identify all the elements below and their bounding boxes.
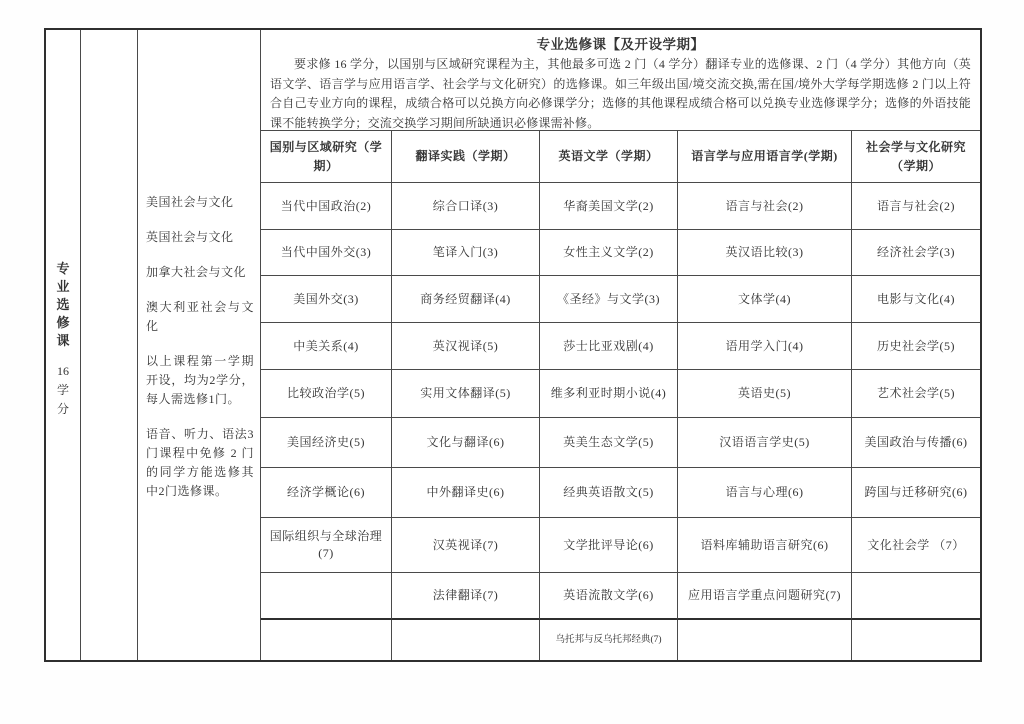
- course-cell: 比较政治学(5): [261, 370, 392, 418]
- main-area: [261, 30, 980, 660]
- column-header-cell: 社会学与文化研究（学期）: [852, 131, 980, 183]
- course-cell: 英美生态文学(5): [540, 418, 678, 468]
- course-cell: 电影与文化(4): [852, 276, 980, 323]
- course-cell: 英语流散文学(6): [540, 573, 678, 620]
- course-cell: 莎士比亚戏剧(4): [540, 323, 678, 370]
- course-cell: 女性主义文学(2): [540, 230, 678, 276]
- course-cell: 《圣经》与文学(3): [540, 276, 678, 323]
- category-char: 专: [56, 261, 70, 276]
- course-cell: 中外翻译史(6): [392, 468, 540, 518]
- course-cell: 英汉语比较(3): [678, 230, 852, 276]
- category-column: [46, 30, 81, 660]
- course-cell: 历史社会学(5): [852, 323, 980, 370]
- empty-cell: [852, 573, 980, 620]
- credits-label: [57, 362, 69, 419]
- requirements-text: 要求修 16 学分，以国别与区域研究课程为主，其他最多可选 2 门（4 学分）翻译专业的选修课、2 门（4 学分）其他方向（英语文学、语言学与应用语言学、社会学与文化研究）的选修课。如三年级出国/境交流交换,需在国/境外大学每学期选修 2 门以上符合自己专业方向的课程，成绩合格可以兑换方向必修课学分；选修的其他课程成绩合格可以兑换专业选修课学分；选修的外语技能课不能转换学分；交流交换学习期间所缺通识必修课需补修。: [270, 57, 971, 130]
- category-label-vertical: [56, 260, 69, 350]
- note-paragraph: 美国社会与文化: [146, 195, 234, 209]
- category-char: 修: [56, 315, 70, 330]
- course-cell: 实用文体翻译(5): [392, 370, 540, 418]
- empty-cell: [261, 573, 392, 620]
- course-cell: 文体学(4): [678, 276, 852, 323]
- note-paragraph: 澳大利亚社会与文化: [146, 300, 254, 333]
- empty-cell: [852, 620, 980, 660]
- course-cell: 经济社会学(3): [852, 230, 980, 276]
- course-cell: 汉英视译(7): [392, 518, 540, 573]
- course-cell: 笔译入门(3): [392, 230, 540, 276]
- intro-block: [261, 30, 980, 131]
- course-cell: 美国政治与传播(6): [852, 418, 980, 468]
- empty-cell: [392, 620, 540, 660]
- course-cell: 商务经贸翻译(4): [392, 276, 540, 323]
- course-cell: 跨国与迁移研究(6): [852, 468, 980, 518]
- note-paragraph: 以上课程第一学期开设，均为2学分，每人需选修1门。: [146, 354, 254, 406]
- empty-cell: [261, 620, 392, 660]
- course-grid: [261, 131, 980, 660]
- course-cell: 维多利亚时期小说(4): [540, 370, 678, 418]
- credits-char: 学: [56, 383, 69, 397]
- course-cell: 语言与心理(6): [678, 468, 852, 518]
- course-cell: 美国经济史(5): [261, 418, 392, 468]
- notes-column: [138, 30, 261, 660]
- spacer-column: [81, 30, 138, 660]
- course-cell: 语言与社会(2): [678, 183, 852, 230]
- course-cell: 法律翻译(7): [392, 573, 540, 620]
- column-header-cell: 翻译实践（学期）: [392, 131, 540, 183]
- course-cell: 汉语语言学史(5): [678, 418, 852, 468]
- note-paragraph: 语音、听力、语法3门课程中免修 2 门的同学方能选修其中2门选修课。: [146, 427, 254, 498]
- course-cell: 英汉视译(5): [392, 323, 540, 370]
- course-cell: 中美关系(4): [261, 323, 392, 370]
- course-cell: 乌托邦与反乌托邦经典(7): [540, 620, 678, 660]
- course-cell: 英语史(5): [678, 370, 852, 418]
- course-cell: 文化社会学 （7）: [852, 518, 980, 573]
- course-cell: 文学批评导论(6): [540, 518, 678, 573]
- note-paragraph: 英国社会与文化: [146, 230, 234, 244]
- course-cell: 经典英语散文(5): [540, 468, 678, 518]
- column-header-cell: 语言学与应用语言学(学期): [678, 131, 852, 183]
- course-cell: 语用学入门(4): [678, 323, 852, 370]
- note-paragraph: 加拿大社会与文化: [146, 265, 247, 279]
- category-char: 业: [56, 279, 70, 294]
- course-cell: 当代中国政治(2): [261, 183, 392, 230]
- course-cell: 文化与翻译(6): [392, 418, 540, 468]
- course-cell: 语料库辅助语言研究(6): [678, 518, 852, 573]
- course-cell: 应用语言学重点问题研究(7): [678, 573, 852, 620]
- empty-cell: [678, 620, 852, 660]
- course-cell: 华裔美国文学(2): [540, 183, 678, 230]
- column-header-cell: 国别与区域研究（学期）: [261, 131, 392, 183]
- course-cell: 国际组织与全球治理(7): [261, 518, 392, 573]
- column-header-cell: 英语文学（学期）: [540, 131, 678, 183]
- credits-char: 16: [56, 364, 69, 378]
- elective-course-table: [44, 28, 982, 662]
- course-cell: 美国外交(3): [261, 276, 392, 323]
- credits-char: 分: [56, 402, 69, 416]
- course-cell: 语言与社会(2): [852, 183, 980, 230]
- section-title: 专业选修课【及开设学期】: [536, 37, 705, 52]
- category-char: 选: [56, 297, 70, 312]
- course-cell: 经济学概论(6): [261, 468, 392, 518]
- course-cell: 综合口译(3): [392, 183, 540, 230]
- category-char: 课: [56, 333, 70, 348]
- course-cell: 艺术社会学(5): [852, 370, 980, 418]
- course-cell: 当代中国外交(3): [261, 230, 392, 276]
